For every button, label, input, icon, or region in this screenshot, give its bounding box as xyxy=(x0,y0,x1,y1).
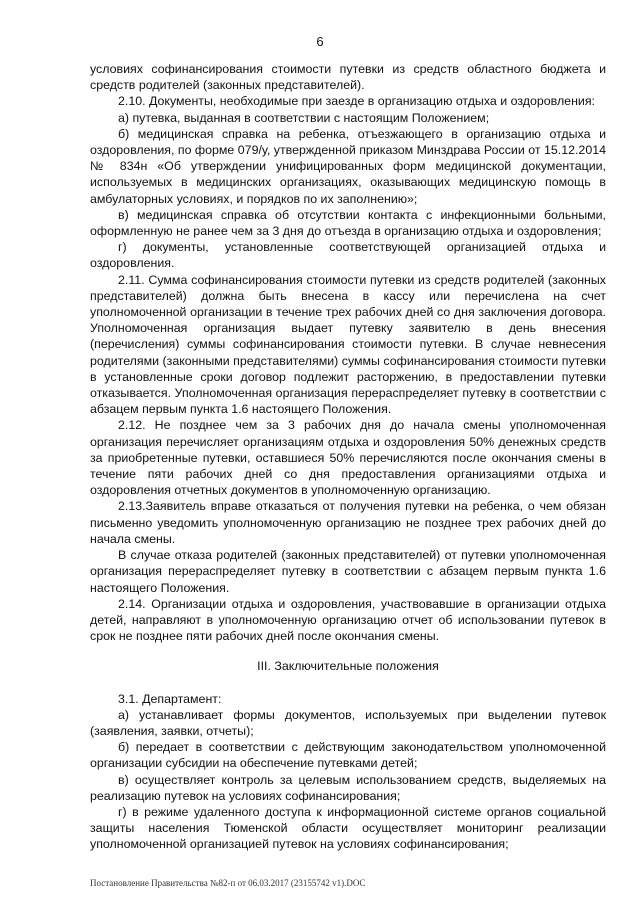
paragraph: 2.14. Организации отдыха и оздоровления, участвовавшие в организации отдыха детей, направляют в уполномоченную организацию отчет об использовании путевок в срок не позднее пяти рабочих дней после окончания смены. xyxy=(90,596,606,644)
paragraph: а) путевка, выданная в соответствии с настоящим Положением; xyxy=(118,110,490,125)
document-body xyxy=(90,61,606,853)
paragraph: в) медицинская справка об отсутствии контакта с инфекционными больными, оформленную не ранее чем за 3 дня до отъезда в организацию отдыха и оздоровления; xyxy=(90,207,606,239)
paragraph: г) документы, установленные соответствующей организацией отдыха и оздоровления. xyxy=(90,240,606,271)
paragraph: а) устанавливает формы документов, используемых при выделении путевок (заявления, заявки, отчеты); xyxy=(90,707,606,738)
paragraph: 2.11. Сумма софинансирования стоимости путевки из средств родителей (законных представителей) должна быть внесена в кассу или перечислена на счет уполномоченной организации в течение трех рабочих дней со дня заключения договора. Уполномоченная организация выдает путевку заявителю в день внесения (перечисления) суммы софинансирования стоимости путевки. В случае невнесения родителями (законными представителями) суммы софинансирования стоимости путевки в установленные сроки договор подлежит расторжению, в предоставлении путевки отказывается. Уполномоченная организация перераспределяет путевку в соответствии с абзацем первым пункта 1.6 настоящего Положения. xyxy=(90,272,606,417)
section-title: III. Заключительные положения xyxy=(257,659,439,674)
paragraph: в) осуществляет контроль за целевым использованием средств, выделяемых на реализацию путевок на условиях софинансирования; xyxy=(90,772,606,803)
paragraph: 3.1. Департамент: xyxy=(118,691,222,706)
paragraph: 2.10. Документы, необходимые при заезде в организацию отдыха и оздоровления: xyxy=(118,94,595,109)
page-number: 6 xyxy=(316,34,324,49)
paragraph: В случае отказа родителей (законных представителей) от путевки уполномоченная организация перераспределяет путевку в соответствии с абзацем первым пункта 1.6 настоящего Положения. xyxy=(90,548,606,595)
paragraph: б) медицинская справка на ребенка, отъезжающего в организацию отдыха и оздоровления, по форме 079/у, утвержденной приказом Минздрава России от 15.12.2014 № 834н «Об утверждении унифицированных форм медицинской документации, используемых в медицинских организациях, оказывающих медицинскую помощь в амбулаторных условиях, и порядков по их заполнению»; xyxy=(90,126,606,206)
paragraph: 2.13.Заявитель вправе отказаться от получения путевки на ребенка, о чем обязан письменно уведомить уполномоченную организацию не позднее трех рабочих дней до начала смены. xyxy=(90,499,606,546)
paragraph: условиях софинансирования стоимости путевки из средств областного бюджета и средств родителей (законных представителей). xyxy=(90,62,606,93)
document-footer: Постановление Правительства №82-п от 06.03.2017 (23155742 v1).DOC xyxy=(90,878,366,888)
paragraph: б) передает в соответствии с действующим законодательством уполномоченной организации субсидии на обеспечение путевками детей; xyxy=(90,740,606,771)
paragraph: г) в режиме удаленного доступа к информационной системе органов социальной защиты населения Тюменской области осуществляет мониторинг реализации уполномоченной организацией путевок на условиях софинансирования; xyxy=(90,804,606,852)
paragraph: 2.12. Не позднее чем за 3 рабочих дня до начала смены уполномоченная организация перечисляет организациям отдыха и оздоровления 50% денежных средств за приобретенные путевки, оставшиеся 50% перечисляются после окончания смены в течение пяти рабочих дней со дня предоставления организациями отдыха и оздоровления отчетных документов в уполномоченную организацию. xyxy=(90,418,606,498)
